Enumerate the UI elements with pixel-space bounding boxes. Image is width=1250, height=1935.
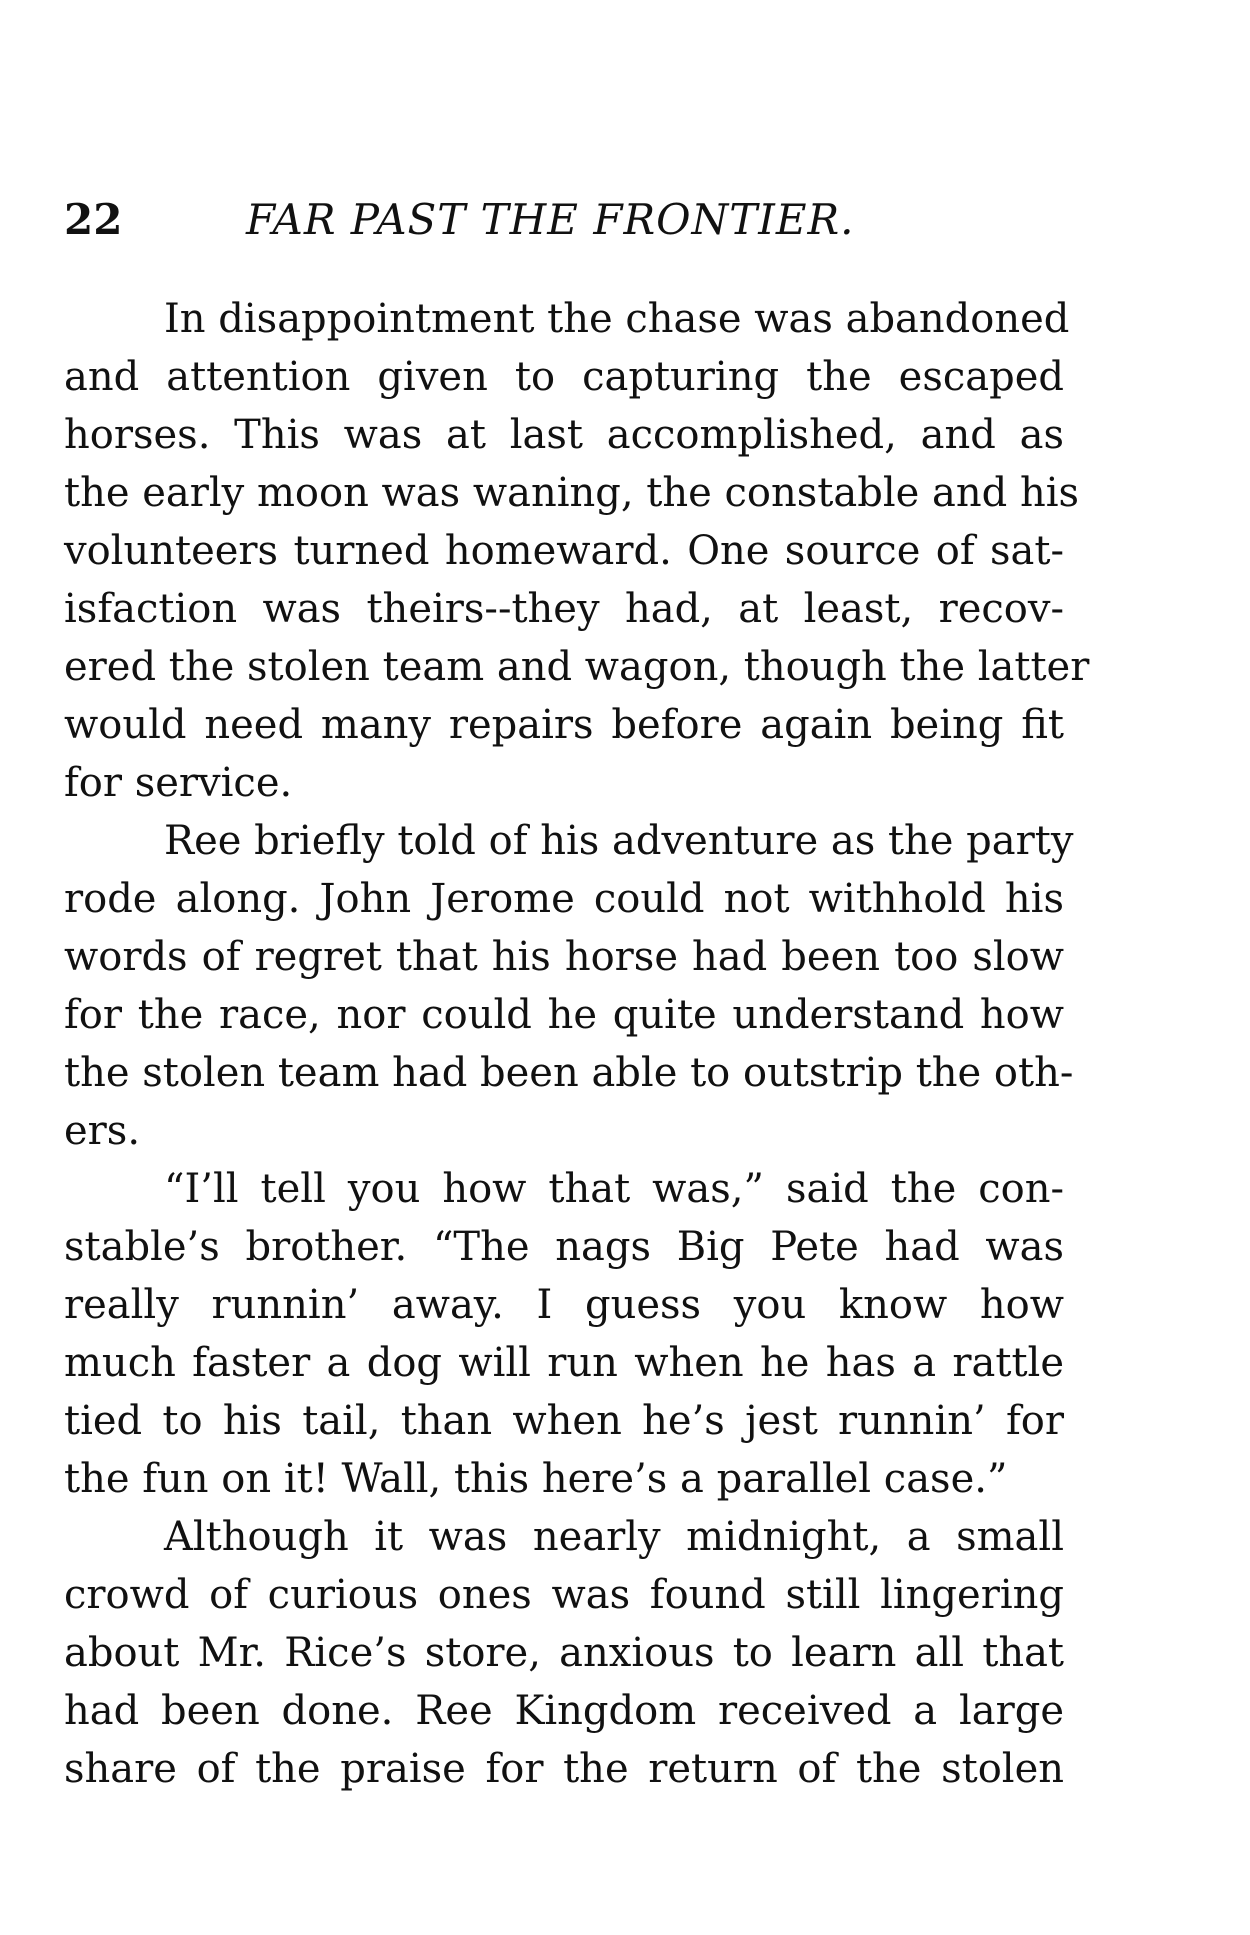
text-line: Ree briefly told of his adventure as the party <box>164 818 1074 864</box>
text-line: isfaction was theirs--they had, at least, recov- <box>64 586 1064 632</box>
text-line: Although it was nearly midnight, a small <box>164 1514 1064 1560</box>
text-line: had been done. Ree Kingdom received a large <box>64 1688 1064 1734</box>
text-line: for service. <box>64 760 293 806</box>
text-line: the early moon was waning, the constable and his <box>64 470 1080 516</box>
text-line: In disappointment the chase was abandoned <box>164 296 1070 342</box>
text-line: much faster a dog will run when he has a rattle <box>64 1340 1064 1386</box>
text-line: for the race, nor could he quite understand how <box>64 992 1064 1038</box>
text-line: rode along. John Jerome could not withhold his <box>64 876 1064 922</box>
text-line: share of the praise for the return of the stolen <box>64 1746 1064 1792</box>
text-line: “I’ll tell you how that was,” said the con- <box>164 1166 1064 1212</box>
page-number: 22 <box>64 195 123 244</box>
text-line: words of regret that his horse had been too slow <box>64 934 1064 980</box>
text-line: the stolen team had been able to outstrip the oth- <box>64 1050 1074 1096</box>
text-line: the fun on it! Wall, this here’s a parallel case.” <box>64 1456 1008 1502</box>
text-line: ers. <box>64 1108 141 1154</box>
text-line: tied to his tail, than when he’s jest runnin’ for <box>64 1398 1064 1444</box>
text-line: stable’s brother. “The nags Big Pete had was <box>64 1224 1064 1270</box>
text-line: would need many repairs before again being fit <box>64 702 1064 748</box>
running-title: FAR PAST THE FRONTIER. <box>246 195 855 244</box>
text-line: about Mr. Rice’s store, anxious to learn all that <box>64 1630 1064 1676</box>
text-line: crowd of curious ones was found still lingering <box>64 1572 1064 1618</box>
text-line: and attention given to capturing the escaped <box>64 354 1064 400</box>
body-text <box>64 290 1090 1798</box>
page-header <box>64 190 1064 250</box>
text-line: ered the stolen team and wagon, though the latter <box>64 644 1090 690</box>
text-line: volunteers turned homeward. One source of sat- <box>64 528 1064 574</box>
text-line: really runnin’ away. I guess you know how <box>64 1282 1064 1328</box>
text-line: horses. This was at last accomplished, and as <box>64 412 1064 458</box>
